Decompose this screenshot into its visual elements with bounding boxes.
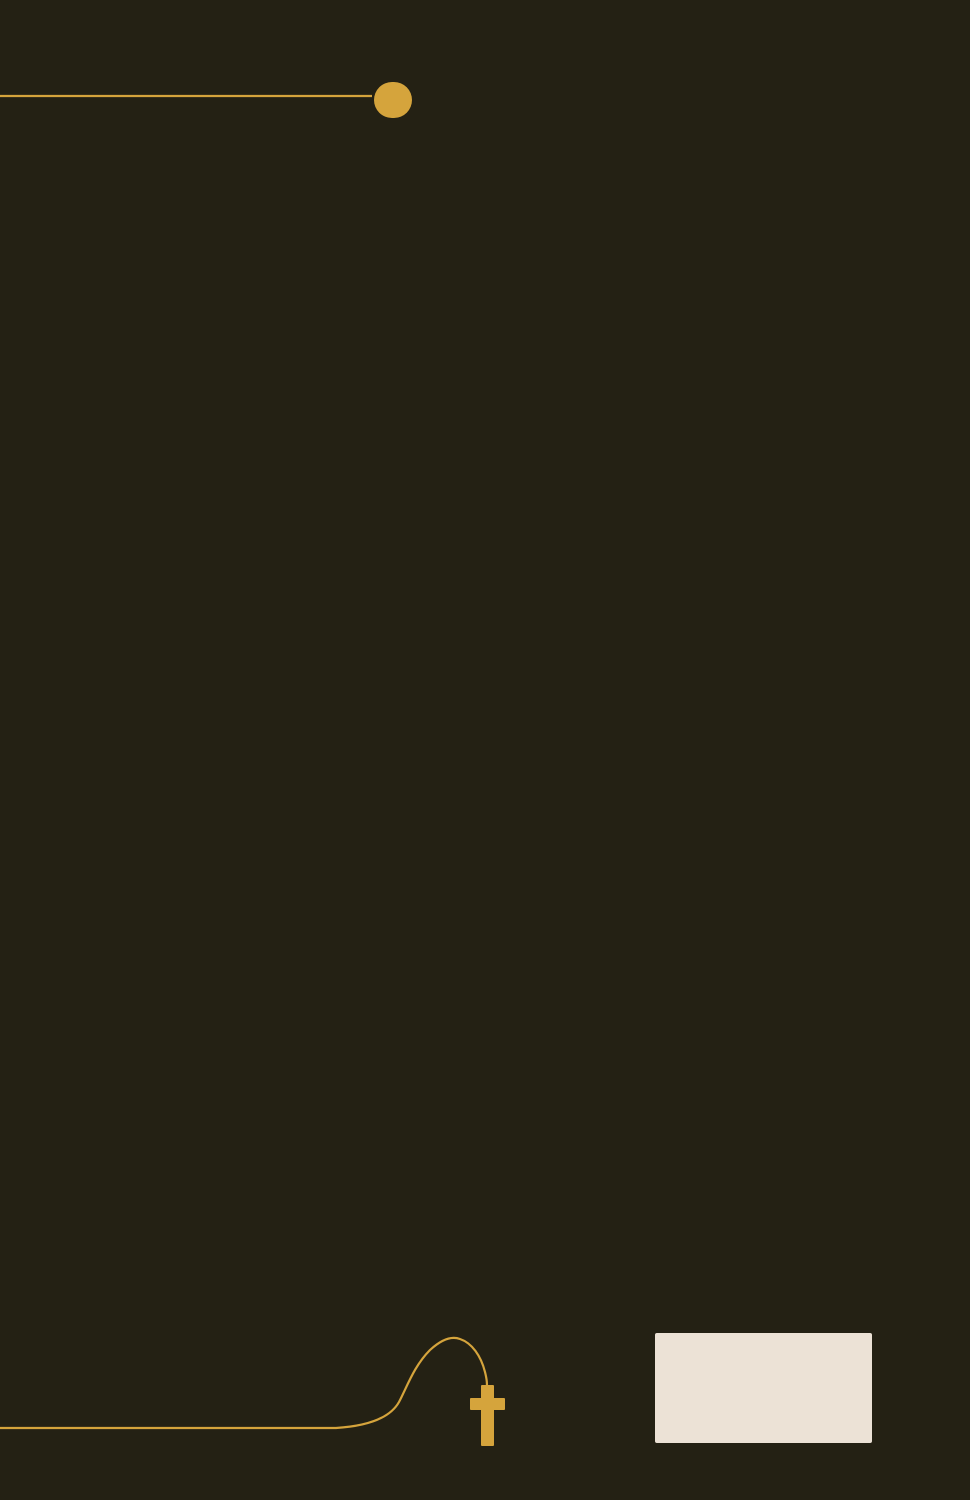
rosary-with-cross-icon: [0, 1330, 970, 1500]
category-badge: [374, 82, 412, 118]
rosary-bead-chain-icon: [0, 70, 620, 122]
latin-cross-icon: [470, 1385, 505, 1446]
